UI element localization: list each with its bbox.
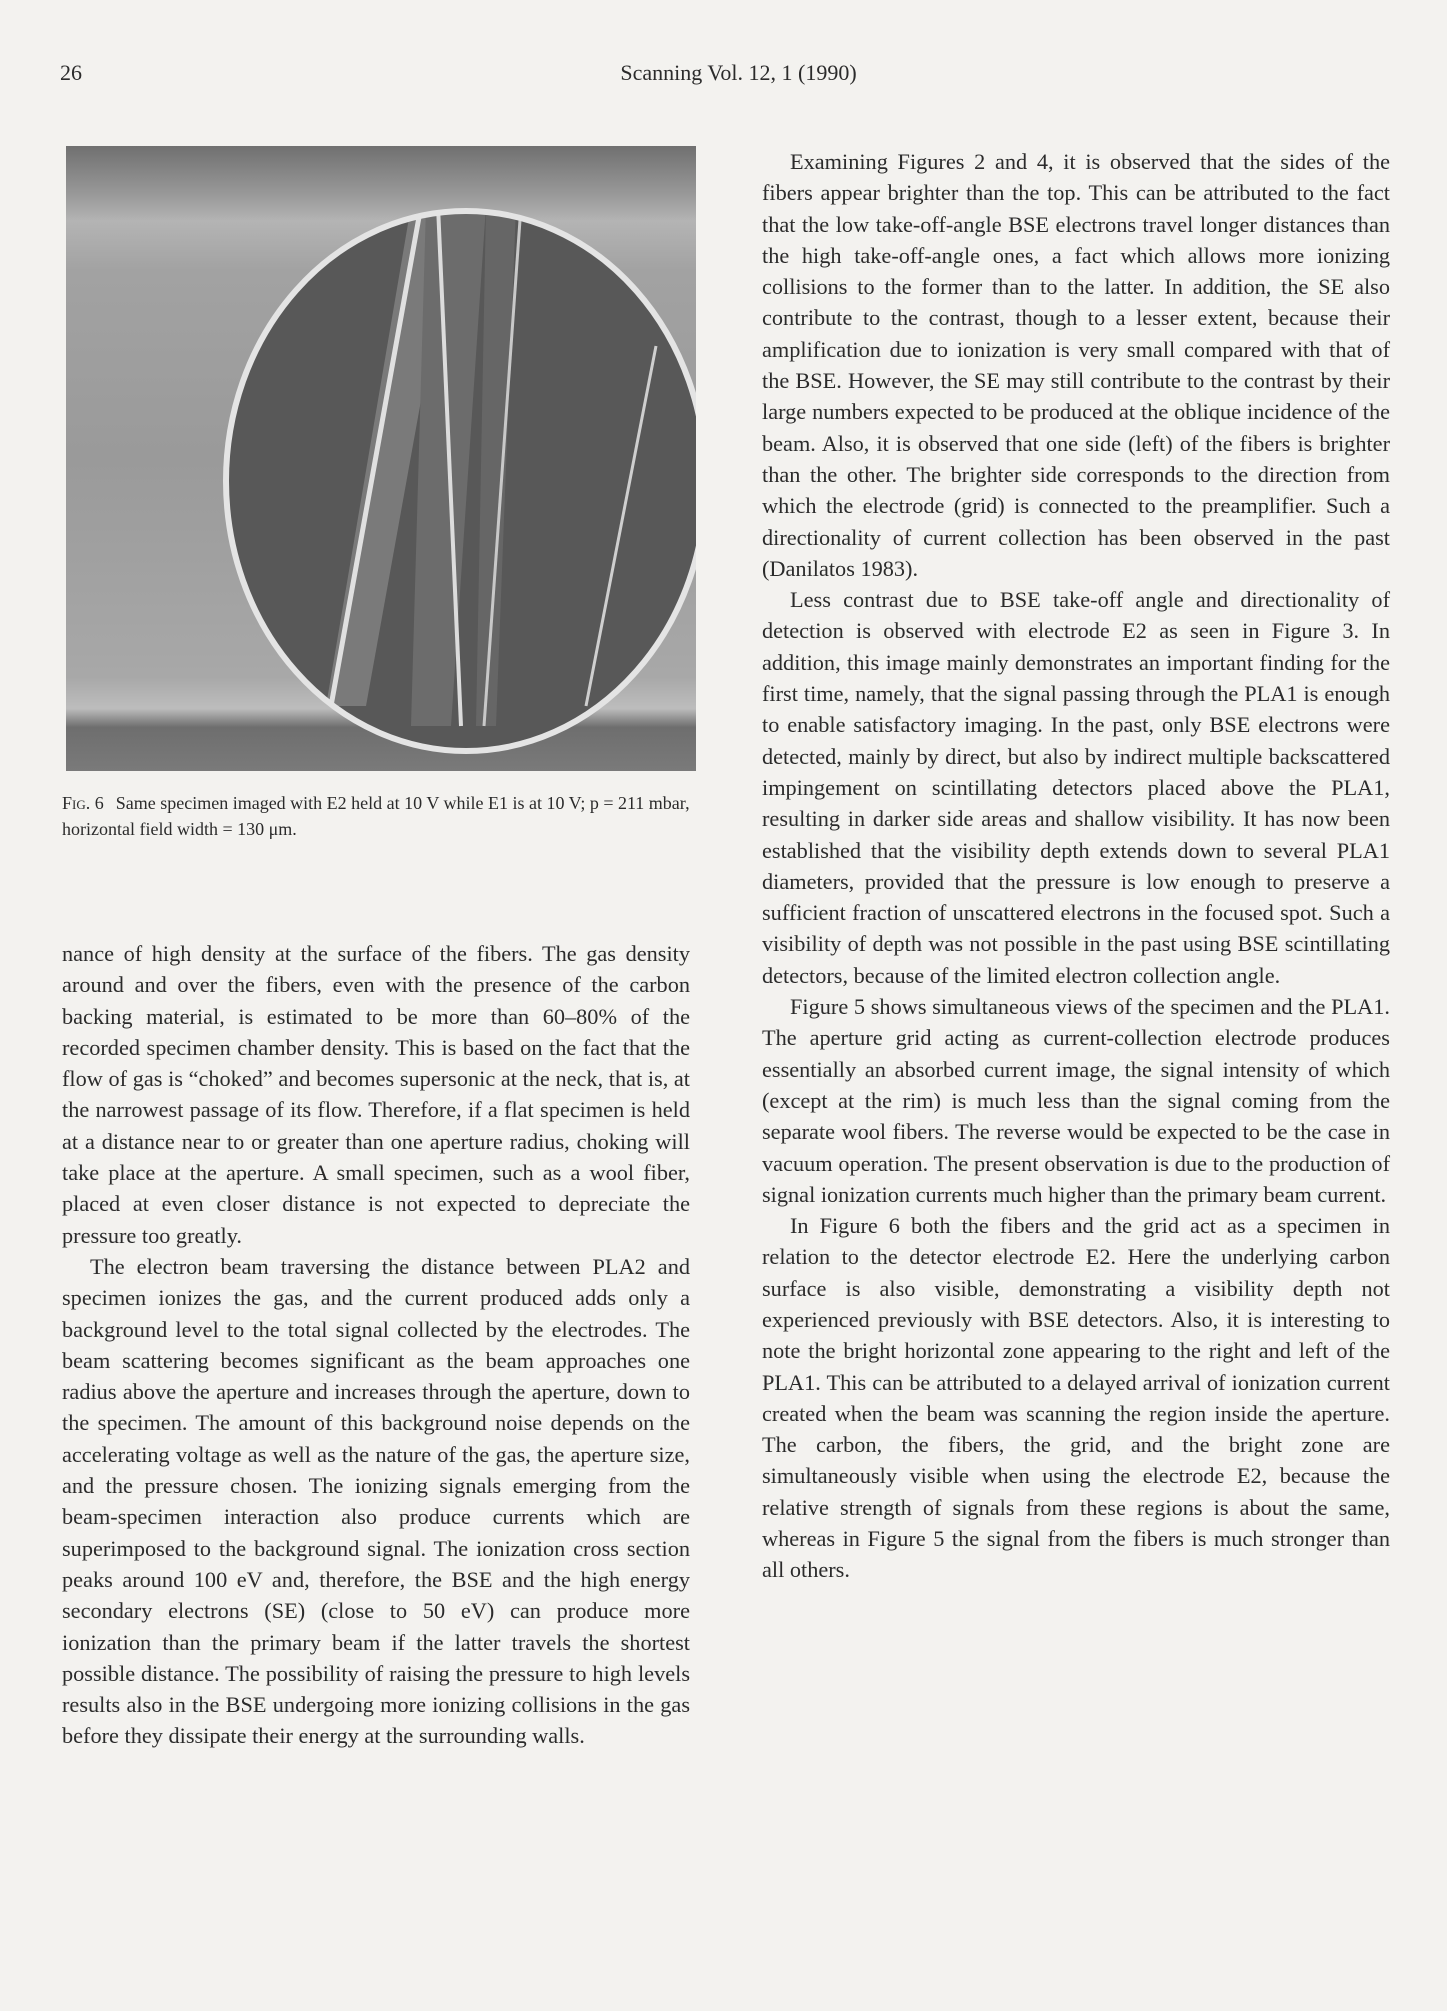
running-head: Scanning Vol. 12, 1 (1990) xyxy=(620,60,857,85)
paragraph: Figure 5 shows simultaneous views of the specimen and the PLA1. The aperture grid acting as current-collection electrode produces essentially an absorbed current image, the signal intensity of which (except at the rim) is much less than the signal coming from the separate wool fibers. The reverse would be expected to be the case in vacuum operation. The present observation is due to the production of signal ionization currents much higher than the primary beam current. xyxy=(762,994,1390,1207)
paragraph: Examining Figures 2 and 4, it is observed that the sides of the fibers appear brighter than the top. This can be attributed to the fact that the low take-off-angle BSE electrons travel longer distances than the high take-off-angle ones, a fact which allows more ionizing collisions to the former than to the latter. In addition, the SE also contribute to the contrast, though to a lesser extent, because their amplification due to ionization is very small compared with that of the BSE. However, the SE may still contribute to the contrast by their large numbers expected to be produced at the oblique incidence of the beam. Also, it is observed that one side (left) of the fibers is brighter than the other. The brighter side corresponds to the direction from which the electrode (grid) is connected to the preamplifier. Such a directionality of current collection has been observed in the past (Danilatos 1983). xyxy=(762,149,1390,581)
sem-image-icon xyxy=(66,146,696,771)
figure-label: Fig. 6 xyxy=(62,793,104,813)
paragraph: In Figure 6 both the fibers and the grid act as a specimen in relation to the detector electrode E2. Here the underlying carbon surface is also visible, demonstrating a visibility depth not experienced previously with BSE detectors. Also, it is interesting to note the bright horizontal zone appearing to the right and left of the PLA1. This can be attributed to a delayed arrival of ionization current created when the beam was scanning the region inside the aperture. The carbon, the fibers, the grid, and the bright zone are simultaneously visible when using the electrode E2, because the relative strength of signals from these regions is about the same, whereas in Figure 5 the signal from the fibers is much stronger than all others. xyxy=(762,1213,1390,1583)
figure-6-micrograph xyxy=(66,146,696,771)
paragraph: The electron beam traversing the distance between PLA2 and specimen ionizes the gas, and the current produced adds only a background level to the total signal collected by the electrodes. The beam scattering becomes significant as the beam approaches one radius above the aperture and increases through the aperture, down to the specimen. The amount of this background noise depends on the accelerating voltage as well as the nature of the gas, the aperture size, and the pressure chosen. The ionizing signals emerging from the beam-specimen interaction also produce currents which are superimposed to the background signal. The ionization cross section peaks around 100 eV and, therefore, the BSE and the high energy secondary electrons (SE) (close to 50 eV) can produce more ionization than the primary beam if the latter travels the shortest possible distance. The possibility of raising the pressure to high levels results also in the BSE undergoing more ionizing collisions in the gas before they dissipate their energy at the surrounding walls. xyxy=(62,1253,690,1749)
paragraph: Less contrast due to BSE take-off angle and directionality of detection is observed with electrode E2 as seen in Figure 3. In addition, this image mainly demonstrates an important finding for the first time, namely, that the signal passing through the PLA1 is enough to enable satisfactory imaging. In the past, only BSE electrons were detected, mainly by direct, but also by indirect multiple backscattered impingement on scintillating detectors placed above the PLA1, resulting in darker side areas and shallow visibility. It has now been established that the visibility depth extends down to several PLA1 diameters, provided that the pressure is low enough to preserve a sufficient fraction of unscattered electrons in the focused spot. Such a visibility of depth was not possible in the past using BSE scintillating detectors, because of the limited electron collection angle. xyxy=(762,587,1390,988)
left-column xyxy=(62,938,690,1752)
paragraph: nance of high density at the surface of the fibers. The gas density around and over the fibers, even with the presence of the carbon backing material, is estimated to be more than 60–80% of the recorded specimen chamber density. This is based on the fact that the flow of gas is “choked” and becomes supersonic at the neck, that is, at the narrowest passage of its flow. Therefore, if a flat specimen is held at a distance near to or greater than one aperture radius, choking will take place at the aperture. A small specimen, such as a wool fiber, placed at even closer distance is not expected to depreciate the pressure too greatly. xyxy=(62,941,690,1248)
figure-caption xyxy=(62,790,692,842)
right-column xyxy=(762,146,1390,1586)
page-number: 26 xyxy=(60,60,82,85)
caption-text: Same specimen imaged with E2 held at 10 V while E1 is at 10 V; p = 211 mbar, horizontal field width = 130 μm. xyxy=(62,793,690,839)
